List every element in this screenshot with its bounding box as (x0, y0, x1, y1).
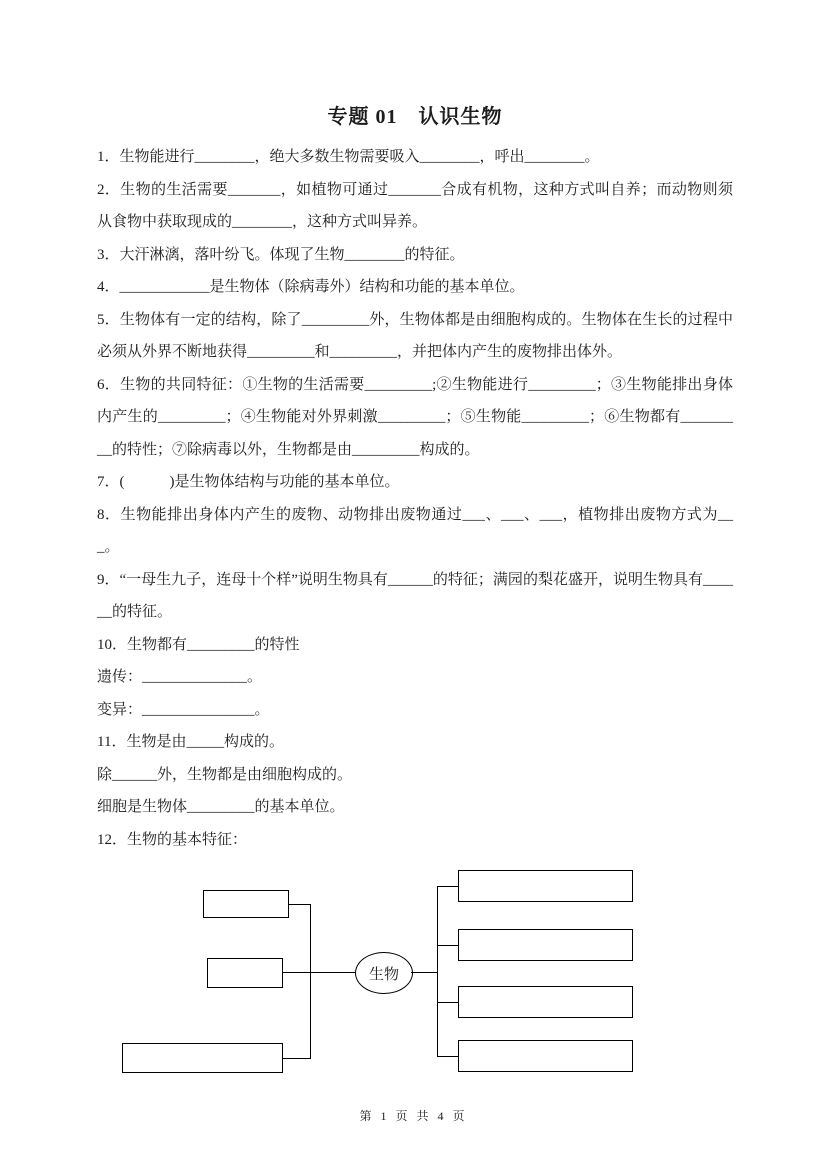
connector-line (437, 1002, 458, 1003)
connector-line (437, 945, 458, 946)
question-10-variation: 变异：_______________。 (97, 701, 270, 718)
connector-line (283, 972, 310, 973)
connector-line (437, 886, 458, 887)
question-12: 12．生物的基本特征： (97, 831, 248, 848)
question-7: 7．( )是生物体结构与功能的基本单位。 (97, 474, 400, 490)
diagram-center-label: 生物 (368, 966, 399, 983)
question-4: 4．____________是生物体（除病毒外）结构和功能的基本单位。 (97, 279, 525, 295)
question-10-heredity: 遗传：______________。 (97, 669, 263, 685)
page-footer: 第 1 页 共 4 页 (359, 1109, 468, 1123)
concept-diagram (97, 868, 733, 1086)
connector-line (289, 904, 310, 905)
question-10: 10．生物都有_________的特性 (97, 636, 300, 653)
diagram-right-box-3 (458, 986, 633, 1018)
connector-line (310, 904, 311, 1059)
page-title: 专题 01 认识生物 (327, 106, 503, 128)
connector-line (437, 886, 438, 1057)
question-6: 6．生物的共同特征：①生物的生活需要_________;②生物能进行_________；③生物能排出身体内产生的_________；④生物能对外界刺激_________；⑤生物能_________；⑥生物都有_________的特性；⑦除病毒以外，生物都是由_________构成的。 (97, 376, 733, 458)
question-2: 2．生物的生活需要_______，如植物可通过_______合成有机物，这种方式叫自养；而动物则须从食物中获取现成的________，这种方式叫异养。 (97, 181, 733, 230)
diagram-right-box-2 (458, 929, 633, 961)
connector-line (437, 1056, 458, 1057)
question-5: 5．生物体有一定的结构，除了_________外，生物体都是由细胞构成的。生物体在生长的过程中必须从外界不断地获得_________和_________，并把体内产生的废物排出体外。 (97, 311, 733, 360)
diagram-center-ellipse (355, 952, 413, 994)
question-11-line2: 除______外，生物都是由细胞构成的。 (97, 766, 353, 783)
connector-line (310, 972, 355, 973)
diagram-left-box-3 (122, 1043, 283, 1073)
question-9: 9．“一母生九子，连母十个样”说明生物具有______的特征；满园的梨花盛开，说明生物具有______的特征。 (97, 571, 733, 620)
diagram-right-box-4 (458, 1040, 633, 1072)
diagram-left-box-2 (207, 958, 283, 988)
diagram-left-box-1 (203, 890, 289, 918)
question-1: 1．生物能进行________，绝大多数生物需要吸入________，呼出________。 (97, 149, 600, 165)
question-8: 8．生物能排出身体内产生的废物、动物排出废物通过___、___、___，植物排出废物方式为___。 (97, 506, 733, 555)
connector-line (283, 1058, 310, 1059)
question-11: 11．生物是由_____构成的。 (97, 734, 284, 750)
connector-line (411, 972, 437, 973)
diagram-right-box-1 (458, 870, 633, 902)
question-11-line3: 细胞是生物体_________的基本单位。 (97, 799, 345, 815)
question-3: 3．大汗淋漓，落叶纷飞。体现了生物________的特征。 (97, 246, 465, 263)
